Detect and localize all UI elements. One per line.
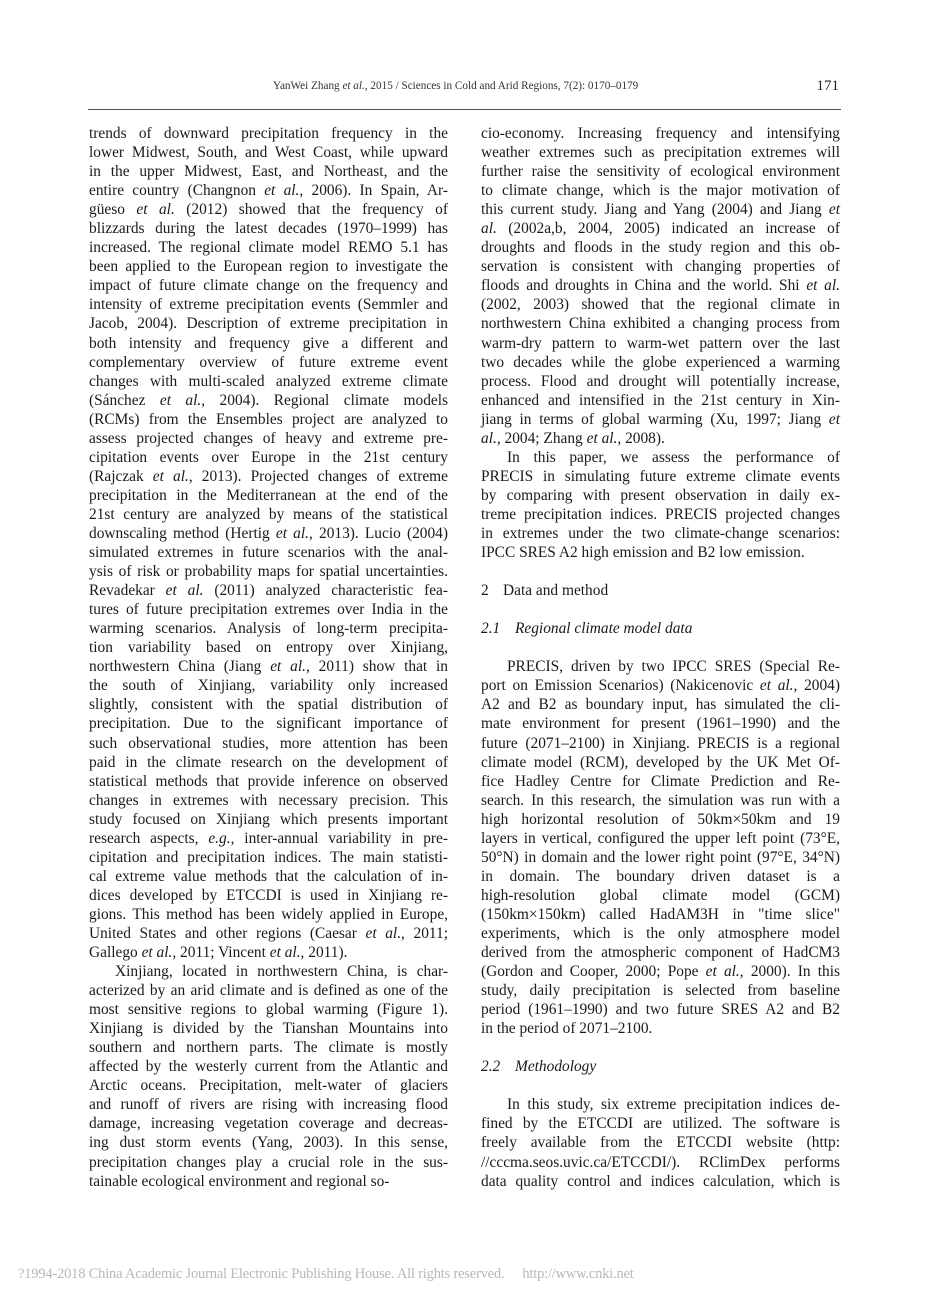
text-line: layers in vertical, configured the upper left point (73°E, — [481, 829, 840, 847]
italic-text: et al. — [269, 944, 301, 962]
text-line: in the period of 2071–2100. — [481, 1020, 653, 1038]
et-al: et al. — [342, 80, 365, 92]
italic-text: et al. — [759, 677, 794, 695]
spacer — [481, 562, 840, 581]
text-line: slightly, consistent with the spatial distribution of — [89, 696, 448, 714]
text-line: simulated extremes in future scenarios with the anal- — [89, 544, 448, 562]
text-line: changes with multi-scaled analyzed extreme climate — [89, 372, 448, 390]
text-line: trends of downward precipitation frequency in the — [89, 125, 448, 142]
header-rule — [88, 109, 841, 110]
text-line: servation is consistent with changing properties of — [481, 258, 840, 276]
text-segment: , 2004; Zhang — [496, 429, 587, 447]
text-line: In this paper, we assess the performance of — [507, 448, 840, 466]
paragraph-intro-continued — [481, 124, 840, 448]
text-line — [89, 524, 448, 543]
italic-text: al. — [481, 429, 497, 447]
text-segment: , 2011; Vincent — [172, 944, 270, 962]
section-number: 2 — [481, 582, 489, 600]
text-line: PRECIS in simulating future extreme climate events — [481, 467, 840, 485]
text-line: future (2071–2100) in Xinjiang. PRECIS is a regional — [481, 734, 840, 752]
text-line — [89, 391, 448, 410]
text-line: intensity of extreme precipitation events (Semmler and — [89, 296, 448, 314]
text-line: In this study, six extreme precipitation indices de- — [507, 1096, 840, 1114]
text-line: Xinjiang, located in northwestern China, is char- — [115, 963, 448, 981]
text-line — [481, 219, 840, 238]
spacer — [481, 1038, 840, 1057]
text-segment: downscaling method (Hertig — [89, 524, 276, 542]
text-line: northwestern China exhibited a changing process from — [481, 315, 840, 333]
text-line: PRECIS, driven by two IPCC SRES (Special Re- — [507, 658, 840, 676]
italic-text: et al. — [141, 944, 173, 962]
text-line — [89, 200, 448, 219]
text-line: 50°N) in domain and the lower right point (97°E, 34°N) — [481, 848, 840, 866]
text-line: statistical methods that provide inference on observed — [89, 772, 448, 790]
right-column — [481, 124, 840, 1191]
text-segment: , 2008). — [617, 429, 665, 447]
text-segment: (Sánchez — [89, 391, 160, 409]
journal-reference: , 2015 / Sciences in Cold and Arid Regions, 7(2): 0170–0179 — [364, 80, 639, 92]
text-line: both intensity and frequency give a different and — [89, 334, 448, 352]
paragraph-methodology — [481, 1095, 840, 1190]
text-line: cipitation and precipitation indices. The main statisti- — [89, 848, 448, 866]
text-line: (2002, 2003) showed that the regional climate in — [481, 296, 840, 314]
section-heading-2 — [481, 581, 840, 600]
author-name: YanWei Zhang — [273, 80, 343, 92]
copyright-text: ?1994-2018 China Academic Journal Electronic Publishing House. All rights reserved. — [18, 1266, 505, 1282]
text-line: climate model (RCM), developed by the UK Met Of- — [481, 753, 840, 771]
text-line: weather extremes such as precipitation extremes will — [481, 144, 840, 162]
text-segment: , 2013). Lucio (2004) — [308, 524, 448, 542]
text-line: //cccma.seos.uvic.ca/ETCCDI/). RClimDex performs — [481, 1153, 840, 1171]
text-line — [481, 410, 840, 429]
journal-citation — [273, 80, 638, 92]
text-line: ing dust storm events (Yang, 2003). In this sense, — [89, 1134, 448, 1152]
text-line — [89, 581, 448, 600]
text-segment: (2002a,b, 2004, 2005) indicated an increase of — [496, 220, 840, 238]
text-line — [481, 276, 840, 295]
text-line: warm-dry pattern to warm-wet pattern over the last — [481, 334, 840, 352]
italic-text: et — [828, 201, 840, 219]
text-line: further raise the sensitivity of ecological environment — [481, 163, 840, 181]
text-line: cipitation events over Europe in the 21st century — [89, 448, 448, 466]
text-line: high horizontal resolution of 50km×50km and 19 — [481, 810, 840, 828]
text-line: droughts and floods in the study region and this ob- — [481, 239, 840, 257]
subsection-title: Methodology — [515, 1058, 597, 1076]
text-line: blizzards during the latest decades (1970–1999) has — [89, 220, 448, 238]
text-line: damage, increasing vegetation coverage and decreas- — [89, 1115, 448, 1133]
text-line: by comparing with present observation in daily ex- — [481, 486, 840, 504]
text-segment: Revadekar — [89, 582, 166, 600]
text-segment: , 2011) show that in — [305, 658, 448, 676]
text-line: ysis of risk or probability maps for spatial uncertainties. — [89, 563, 448, 581]
text-line: high-resolution global climate model (GCM) — [481, 886, 840, 904]
text-line: A2 and B2 as boundary input, has simulated the cli- — [481, 696, 840, 714]
text-segment: , inter-annual variability in pre- — [230, 829, 448, 847]
text-segment: (2011) analyzed characteristic fea- — [203, 582, 448, 600]
text-line: assess projected changes of heavy and extreme pre- — [89, 429, 448, 447]
text-line: cal extreme value methods that the calculation of in- — [89, 867, 448, 885]
text-line: in domain. The boundary driven dataset is a — [481, 867, 840, 885]
text-segment: (Gordon and Cooper, 2000; Pope — [481, 963, 706, 981]
text-line: impact of future climate change on the frequency and — [89, 277, 448, 295]
text-line — [89, 657, 448, 676]
text-line: (150km×150km) called HadAM3H in "time slice" — [481, 905, 840, 923]
text-line: fined by the ETCCDI are utilized. The software is — [481, 1115, 840, 1133]
text-line: experiments, which is the only atmosphere model — [481, 924, 840, 942]
text-line: process. Flood and drought will potentially increase, — [481, 372, 840, 390]
text-segment: , 2011; — [401, 924, 448, 942]
italic-text: et al. — [136, 201, 175, 219]
text-line — [89, 467, 448, 486]
text-line — [481, 962, 840, 981]
text-segment: (2012) showed that the frequency of — [174, 201, 448, 219]
text-segment: , 2013). Projected changes of extreme — [188, 467, 448, 485]
text-line: data quality control and indices calculation, which is — [481, 1172, 840, 1190]
text-segment: United States and other regions (Caesar — [89, 924, 366, 942]
text-line: warming scenarios. Analysis of long-term precipita- — [89, 620, 448, 638]
italic-text: et al. — [365, 924, 402, 942]
text-segment: güeso — [89, 201, 137, 219]
text-line: precipitation. Due to the significant importance of — [89, 715, 448, 733]
text-line: such observational studies, more attention has been — [89, 734, 448, 752]
italic-text: et al. — [159, 391, 202, 409]
text-segment: Gallego — [89, 944, 142, 962]
text-line: and runoff of rivers are rising with increasing flood — [89, 1096, 448, 1114]
text-line — [89, 829, 448, 848]
paragraph-this-paper — [481, 448, 840, 562]
left-column — [89, 124, 448, 1191]
text-line: Arctic oceans. Precipitation, melt-water of glaciers — [89, 1077, 448, 1095]
page-number: 171 — [816, 78, 839, 94]
text-line: search. In this research, the simulation was run with a — [481, 791, 840, 809]
section-title: Data and method — [503, 582, 609, 600]
text-line: to climate change, which is the major motivation of — [481, 182, 840, 200]
italic-text: et — [828, 410, 840, 428]
text-line: enhanced and intensified in the 21st century in Xin- — [481, 391, 840, 409]
text-line — [89, 943, 448, 962]
text-line — [481, 200, 840, 219]
text-line: Xinjiang is divided by the Tianshan Mountains into — [89, 1020, 448, 1038]
text-segment: , 2004) — [793, 677, 840, 695]
text-segment: , 2006). In Spain, Ar- — [299, 182, 448, 200]
subsection-heading-2-1 — [481, 619, 840, 638]
subsection-number: 2.1 — [481, 620, 501, 638]
text-line: in extremes under the two climate-change scenarios: — [481, 524, 840, 542]
subsection-title: Regional climate model data — [515, 620, 693, 638]
copyright-footer — [18, 1266, 634, 1283]
text-line — [481, 429, 840, 448]
text-line: Jacob, 2004). Description of extreme precipitation in — [89, 315, 448, 333]
subsection-number: 2.2 — [481, 1058, 501, 1076]
text-line: cio-economy. Increasing frequency and intensifying — [481, 125, 840, 142]
text-line: mate environment for present (1961–1990) and the — [481, 715, 840, 733]
text-line: treme precipitation indices. PRECIS projected changes — [481, 505, 840, 523]
italic-text: et al. — [806, 277, 840, 295]
text-line: derived from the atmospheric component of HadCM3 — [481, 944, 840, 962]
text-segment: , 2004). Regional climate models — [201, 391, 448, 409]
text-segment: , 2000). In this — [739, 963, 841, 981]
text-segment: research aspects, — [89, 829, 209, 847]
text-line: (RCMs) from the Ensembles project are analyzed to — [89, 410, 448, 428]
text-line — [481, 676, 840, 695]
text-line: 21st century are analyzed by means of the statistical — [89, 505, 448, 523]
text-line: study, daily precipitation is selected from baseline — [481, 982, 840, 1000]
paragraph-model-data — [481, 657, 840, 1038]
text-line: paid in the climate research on the development of — [89, 753, 448, 771]
text-line: IPCC SRES A2 high emission and B2 low emission. — [481, 544, 805, 562]
text-line: fice Hadley Centre for Climate Prediction and Re- — [481, 772, 840, 790]
text-line: gions. This method has been widely applied in Europe, — [89, 905, 448, 923]
text-line: increased. The regional climate model REMO 5.1 has — [89, 239, 448, 257]
text-line: in the upper Midwest, East, and Northeast, and the — [89, 163, 448, 181]
text-segment: jiang in terms of global warming (Xu, 1997; Jiang — [481, 410, 829, 428]
text-segment: , 2011). — [300, 944, 348, 962]
text-line: two decades while the globe experienced a warming — [481, 353, 840, 371]
running-head — [88, 78, 841, 100]
text-line: study focused on Xinjiang which presents important — [89, 810, 448, 828]
text-segment: floods and droughts in China and the world. Shi — [481, 277, 807, 295]
italic-text: et al. — [270, 658, 306, 676]
spacer — [481, 1076, 840, 1095]
italic-text: et al. — [705, 963, 740, 981]
text-line: freely available from the ETCCDI website (http: — [481, 1134, 840, 1152]
text-line: precipitation changes play a crucial role in the sus- — [89, 1153, 448, 1171]
text-line — [89, 924, 448, 943]
italic-text: et al. — [275, 524, 309, 542]
italic-text: e.g. — [208, 829, 231, 847]
text-line: most sensitive regions to global warming (Figure 1). — [89, 1001, 448, 1019]
text-segment: (Rajczak — [89, 467, 153, 485]
italic-text: et al. — [152, 467, 189, 485]
italic-text: et al. — [165, 582, 204, 600]
italic-text: al. — [481, 220, 497, 238]
text-line: been applied to the European region to investigate the — [89, 258, 448, 276]
text-line: dices developed by ETCCDI is used in Xinjiang re- — [89, 886, 448, 904]
text-segment: port on Emission Scenarios) (Nakicenovic — [481, 677, 760, 695]
spacer — [481, 638, 840, 657]
text-line: period (1961–1990) and two future SRES A2 and B2 — [481, 1001, 840, 1019]
text-segment: entire country (Changnon — [89, 182, 265, 200]
text-line: affected by the westerly current from the Atlantic and — [89, 1058, 448, 1076]
text-segment: northwestern China (Jiang — [89, 658, 271, 676]
text-line: tion variability based on entropy over Xinjiang, — [89, 639, 448, 657]
text-segment: this current study. Jiang and Yang (2004) and Jiang — [481, 201, 829, 219]
text-line: precipitation in the Mediterranean at the end of the — [89, 486, 448, 504]
text-line — [89, 181, 448, 200]
text-line: acterized by an arid climate and is defined as one of the — [89, 982, 448, 1000]
spacer — [481, 600, 840, 619]
italic-text: et al. — [264, 182, 300, 200]
footer-url[interactable]: http://www.cnki.net — [522, 1266, 634, 1282]
text-line: lower Midwest, South, and West Coast, while upward — [89, 144, 448, 162]
text-line: southern and northern parts. The climate is mostly — [89, 1039, 448, 1057]
text-line: tainable ecological environment and regional so- — [89, 1172, 390, 1190]
text-line: complementary overview of future extreme event — [89, 353, 448, 371]
subsection-heading-2-2 — [481, 1057, 840, 1076]
text-line: changes in extremes with necessary precision. This — [89, 791, 448, 809]
text-line: the south of Xinjiang, variability only increased — [89, 677, 448, 695]
text-line: tures of future precipitation extremes over India in the — [89, 601, 448, 619]
italic-text: et al. — [586, 429, 618, 447]
